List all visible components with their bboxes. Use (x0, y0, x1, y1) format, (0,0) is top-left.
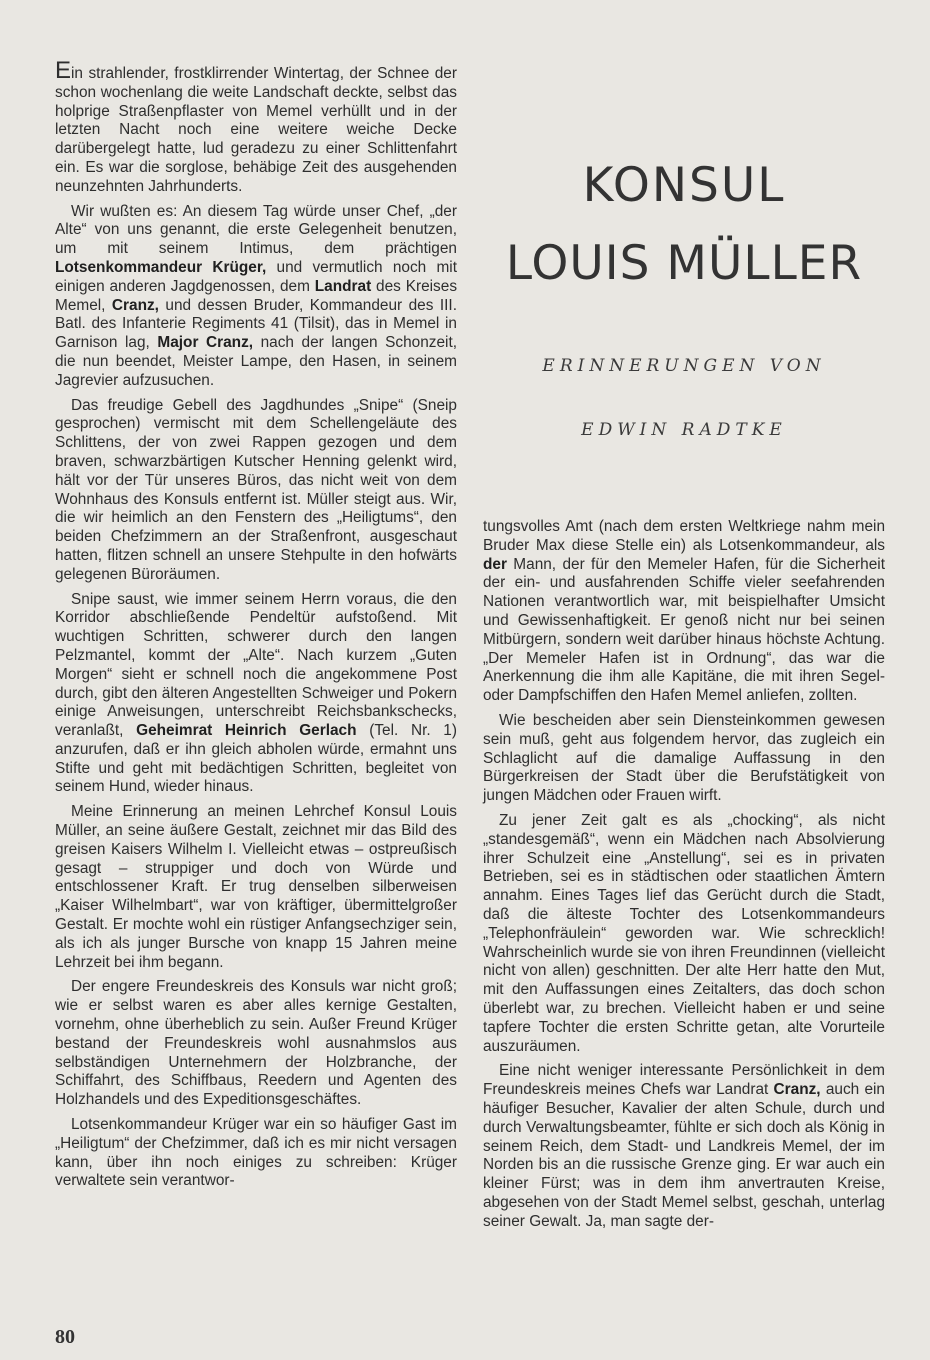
paragraph (55, 57, 457, 197)
paragraph: Der engere Freundeskreis des Konsuls war nicht groß; wie er selbst waren es aber alles kernige Gestalten, vornehm, ohne überheblich zu sein. Außer Freund Krüger bestand der Freundeskreis wohl ausnahmslos aus selbständigen Unternehmern der Holzbranche, der Schiffahrt, des Schiffbaus, Reedern und Agenten des Holzhandels und des Expeditionsgeschäftes. (55, 978, 457, 1109)
paragraph-text: nach der langen Schonzeit, die nun beendet, Meister Lampe, den Hasen, in seinem Jagrevier aufzusuchen. (55, 334, 457, 389)
name-landrat: Landrat (314, 277, 372, 295)
paragraph (55, 203, 457, 391)
paragraph-text: Snipe saust, wie immer seinem Herrn voraus, die den Korridor abschließende Pendeltür aufstoßend. Mit wuchtigen Schritten, schwerer durch den langen Pelzmantel, kommt der „Alte“. Nach kurzem „Guten Morgen“ sieht er schnell noch die angekommene Post durch, gibt den älteren Angestellten Schweiger und Pokern einige Anweisungen, unterschreibt Reichsbankschecks, veranlaßt, (55, 590, 457, 740)
paragraph (55, 591, 457, 798)
paragraph-text: Eine nicht weniger interessante Persönlichkeit in dem Freundeskreis meines Chefs war Landrat (483, 1062, 885, 1099)
name-major-cranz: Major Cranz, (157, 334, 254, 352)
paragraph-text: des Kreises Memel, (55, 277, 458, 314)
paragraph-text: auch ein häufiger Besucher, Kavalier der alten Schule, durch und durch Verwaltungsbeamter, fühlte er sich doch als König in seinem Reich, dem Stadt- und Landkreis Memel, der im Norden bis an die russische Grenze ging. Er war auch ein kleiner Fürst; was in dem ihm anvertrauten Kreise, abgesehen von der Stadt Memel selbst, geschah, unterlag seiner Gewalt. Ja, man sagte der- (483, 1081, 885, 1230)
paragraph: Meine Erinnerung an meinen Lehrchef Konsul Louis Müller, an seine äußere Gestalt, zeichnet mir das Bild des greisen Kaisers Wilhelm I. Vielleicht etwas – ostpreußisch gesagt – struppiger und doch von Würde und entschlossener Kraft. Er trug denselben silberweisen „Kaiser Wilhelmbart“, war von kräftiger, übermittelgroßer Gestalt. Er mochte wohl ein rüstiger Anfangsechziger sein, als ich als junger Bursche von knapp 15 Jahren meine Lehrzeit bei ihm begann. (55, 803, 457, 971)
page-number: 80 (55, 1326, 75, 1348)
name-cranz: Cranz, (773, 1081, 821, 1099)
paragraph-text: Wir wußten es: An diesem Tag würde unser Chef, „der Alte“ von uns genannt, die erste Gelegenheit benutzen, um mit seinem Intimus, dem prächtigen (55, 202, 457, 258)
author: EDWIN RADTKE (581, 420, 787, 440)
paragraph-text: tungsvolles Amt (nach dem ersten Weltkriege nahm mein Bruder Max diese Stelle ein) als Lotsenkommandeur, als (483, 518, 885, 554)
initial-letter: E (55, 57, 72, 84)
paragraph: Wie bescheiden aber sein Diensteinkommen gewesen sein muß, geht aus folgendem hervor, das zugleich ein Schlaglicht auf die damalige Auffassung in den Bürgerkreisen der Stadt über die Berufstätigkeit von jungen Mädchen oder Frauen wirft. (483, 711, 885, 805)
paragraph: Lotsenkommandeur Krüger war ein so häufiger Gast im „Heiligtum“ der Chefzimmer, daß ich es mir nicht versagen kann, über ihn noch einiges zu schreiben: Krüger verwaltete sein verantwor- (55, 1116, 457, 1190)
paragraph-text: Mann, der für den Memeler Hafen, für die Sicherheit der ein- und ausfahrenden Schiffe vieler seefahrenden Nationen verantwortlich war, mit beispielhafter Umsicht und Gewissenhaftigkeit. Er genoß nicht nur bei seinen Mitbürgern, sondern weit darüber hinaus höchste Achtung. „Der Memeler Hafen ist in Ordnung“, das war die Anerkennung die ihm alle Kapitäne, die mit ihren Segel- oder Dampfschiffen den Hafen Memel anliefen, zollten. (483, 555, 885, 705)
paragraph-text: und dessen Bruder, Kommandeur des III. Batl. des Infanterie Regiments 41 (Tilsit), das in Memel in Garnison lag, (55, 296, 457, 352)
title-line-1: KONSUL (582, 158, 786, 213)
subtitle: ERINNERUNGEN VON (542, 356, 826, 376)
paragraph-text: in strahlender, frostklirrender Wintertag, der Schnee der schon wochenlang die weite Landschaft deckte, selbst das holprige Straßenpflaster von Memel verhüllt und in der letzten Nacht noch eine weitere weiche Decke darübergelegt hatte, lud geradezu zu einer Schlittenfahrt ein. Es war die sorglose, behäbige Zeit des ausgehenden neunzehnten Jahrhunderts. (55, 65, 457, 195)
paragraph: Zu jener Zeit galt es als „chocking“, als nicht „standesgemäß“, wenn ein Mädchen nach Absolvierung ihrer Schulzeit eine „Anstellung“, sei es in privaten Betrieben, sei es in städtischen oder staatlichen Ämtern annahm. Eines Tages lief das Gerücht durch die Stadt, daß die älteste Tochter des Lotsenkommandeurs „Telephonfräulein“ geworden war. Wie schrecklich! Wahrscheinlich wurde sie von ihren Freundinnen (vielleicht nicht von allen) geschnitten. Der alte Herr hatte den Mut, mit den Auffassungen eines Zeitalters, das doch schon überlebt war, zu brechen. Vielleicht haben er und seine tapfere Tochter die ersten Schritte getan, alte Vorurteile auszuräumen. (483, 811, 885, 1055)
name-gerlach: Geheimrat Heinrich Gerlach (136, 722, 357, 740)
paragraph-text: und vermutlich noch mit einigen anderen Jagdgenossen, dem (55, 258, 458, 295)
left-column (55, 57, 458, 1197)
name-cranz: Cranz, (111, 296, 159, 314)
paragraph-text: (Tel. Nr. 1) anzurufen, daß er ihn gleich abholen würde, ermahnt uns Stifte und geht mit bedächtigen Schritten, begleitet von seinem Hund, wieder hinaus. (55, 722, 457, 796)
paragraph (483, 518, 885, 706)
name-lotsenkommandeur: Lotsenkommandeur Krüger, (55, 258, 267, 276)
right-column (483, 518, 885, 1237)
paragraph (483, 1062, 885, 1231)
paragraph: Das freudige Gebell des Jagdhundes „Snipe“ (Sneip gesprochen) vermischt mit dem Schellengeläute des Schlittens, der von zwei Rappen gezogen und dem braven, schwarzbärtigen Kutscher Henning gelenkt wird, hält vor der Tür unseres Büros, das nicht weit von dem Wohnhaus des Konsuls entfernt ist. Müller steigt aus. Wir, die wir heimlich an den Fenstern des „Heiligtums“, den beiden Chefzimmern an der Straßenfront, ausgeschaut hatten, flitzen schnell an unsere Stehpulte in den hofwärts gelegenen Büroräumen. (55, 396, 457, 583)
emphasis-der: der (483, 555, 507, 573)
title-line-2: LOUIS MÜLLER (505, 236, 863, 291)
